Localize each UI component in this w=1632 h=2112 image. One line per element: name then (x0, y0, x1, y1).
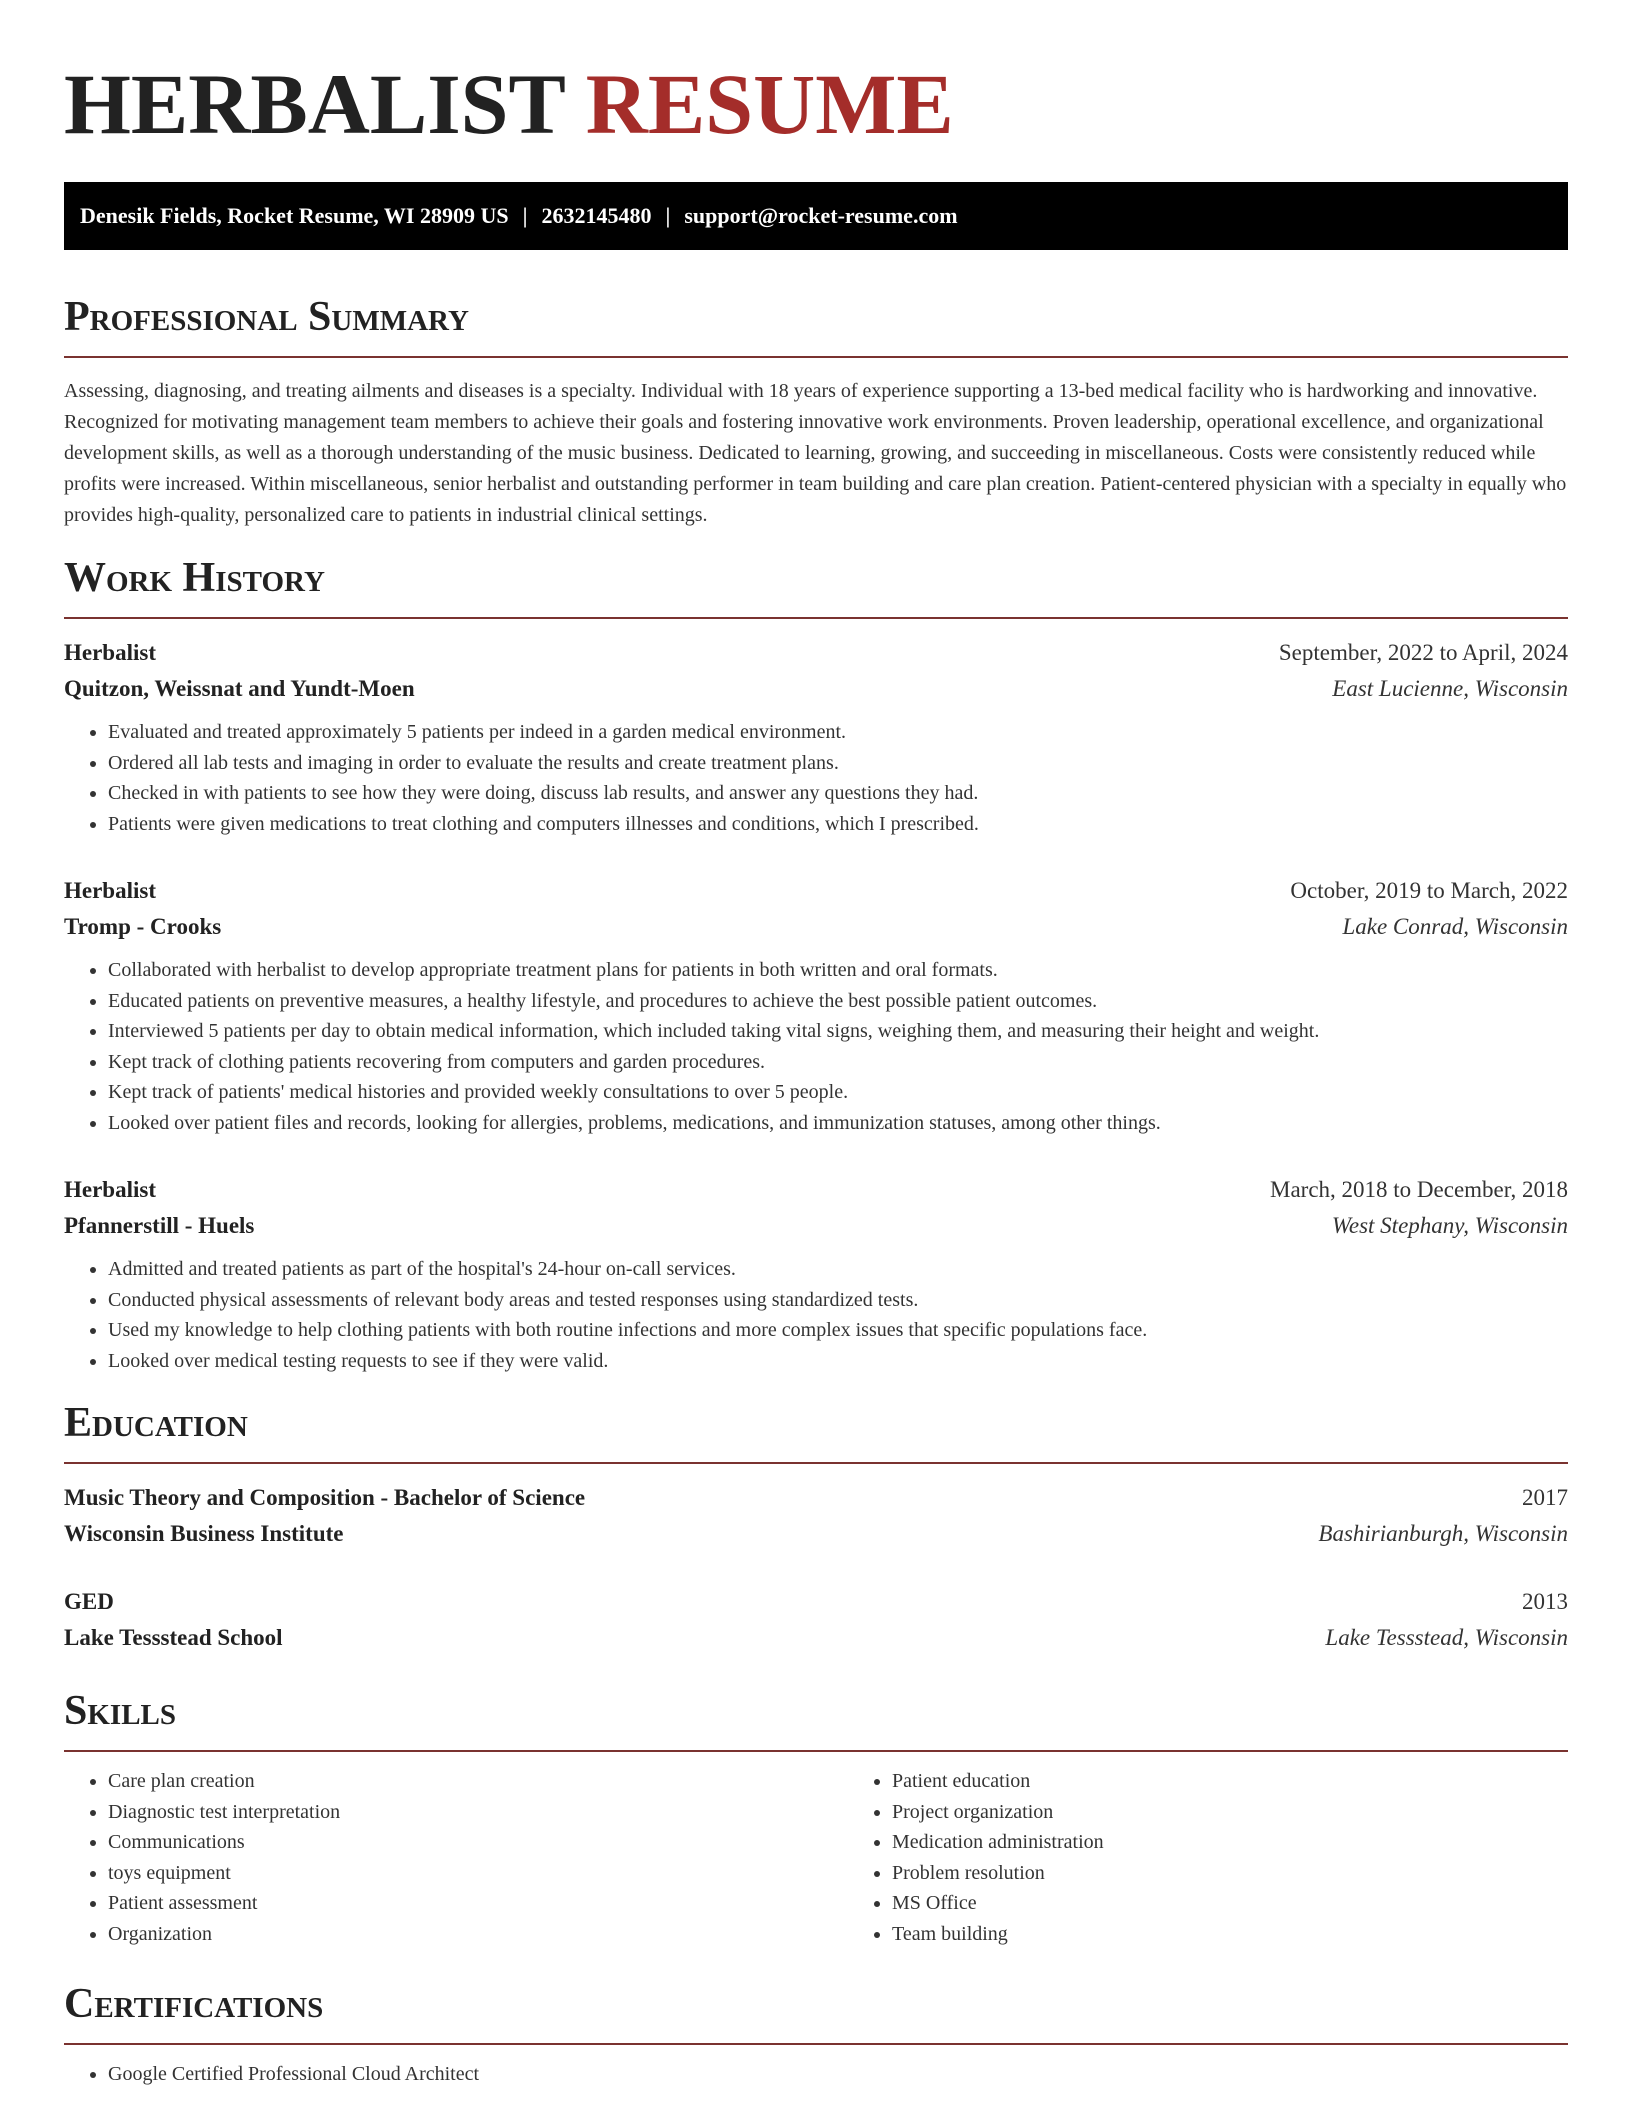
education-year: 2017 (1522, 1485, 1568, 1510)
list-item: • Looked over patient files and records, looking for allergies, problems, medications, and immunization statuses, among other things. (108, 1108, 1568, 1139)
section-heading: Skills (64, 1688, 177, 1734)
list-item: • Evaluated and treated approximately 5 patients per indeed in a garden medical environment. (108, 717, 1568, 748)
education-school: Lake Tessstead School (64, 1625, 283, 1650)
job-header (64, 1172, 1568, 1208)
job-bullets (64, 1254, 1568, 1376)
job-title: Herbalist (64, 640, 156, 665)
skill-item: • Project organization (892, 1797, 1632, 1828)
education-entry (64, 1480, 1568, 1552)
job-entry (64, 873, 1568, 1138)
certifications-section (64, 1979, 1568, 2090)
skill-item: • Organization (108, 1919, 848, 1950)
education-subheader (64, 1516, 1568, 1552)
job-title: Herbalist (64, 1177, 156, 1202)
education-subheader (64, 1620, 1568, 1656)
section-divider (64, 617, 1568, 619)
certifications-list (64, 2059, 1568, 2090)
list-item: • Patients were given medications to treat clothing and computers illnesses and conditions, which I prescribed. (108, 809, 1568, 840)
list-item: • Educated patients on preventive measures, a healthy lifestyle, and procedures to achieve the best possible patient outcomes. (108, 986, 1568, 1017)
job-entry (64, 635, 1568, 839)
section-divider (64, 1462, 1568, 1464)
list-item: • Kept track of clothing patients recovering from computers and garden procedures. (108, 1047, 1568, 1078)
contact-phone: 2632145480 (541, 203, 652, 228)
job-subheader (64, 909, 1568, 945)
section-divider (64, 2043, 1568, 2045)
section-heading: Education (64, 1400, 248, 1446)
skill-item: • Problem resolution (892, 1858, 1632, 1889)
education-entry (64, 1584, 1568, 1656)
education-header (64, 1584, 1568, 1620)
list-item: • Admitted and treated patients as part of the hospital's 24-hour on-call services. (108, 1254, 1568, 1285)
list-item: • Interviewed 5 patients per day to obtain medical information, which included taking vital signs, weighing them, and measuring their height and weight. (108, 1016, 1568, 1047)
summary-section (64, 292, 1568, 531)
resume-title (64, 0, 1568, 150)
job-company: Tromp - Crooks (64, 914, 222, 939)
list-item: • Conducted physical assessments of relevant body areas and tested responses using standardized tests. (108, 1285, 1568, 1316)
list-item: • Ordered all lab tests and imaging in order to evaluate the results and create treatment plans. (108, 748, 1568, 779)
job-company: Pfannerstill - Huels (64, 1213, 255, 1238)
job-entry (64, 1172, 1568, 1376)
skill-item: • MS Office (892, 1888, 1632, 1919)
job-location: East Lucienne, Wisconsin (1332, 676, 1568, 701)
title-main: HERBALIST (64, 56, 565, 152)
education-location: Lake Tessstead, Wisconsin (1325, 1625, 1568, 1650)
section-divider (64, 1750, 1568, 1752)
education-degree: GED (64, 1589, 114, 1614)
job-dates: September, 2022 to April, 2024 (1278, 640, 1568, 665)
skill-item: • Team building (892, 1919, 1632, 1950)
section-divider (64, 356, 1568, 358)
skills-columns (64, 1766, 1568, 1949)
skill-item: • Care plan creation (108, 1766, 848, 1797)
job-dates: March, 2018 to December, 2018 (1270, 1177, 1568, 1202)
list-item: • Looked over medical testing requests to see if they were valid. (108, 1346, 1568, 1377)
job-dates: October, 2019 to March, 2022 (1290, 878, 1568, 903)
job-location: West Stephany, Wisconsin (1331, 1213, 1568, 1238)
skill-item: • Patient education (892, 1766, 1632, 1797)
section-heading: Professional Summary (64, 294, 469, 340)
job-location: Lake Conrad, Wisconsin (1342, 914, 1568, 939)
job-title: Herbalist (64, 878, 156, 903)
certification-item: • Google Certified Professional Cloud Architect (108, 2059, 1568, 2090)
job-subheader (64, 1208, 1568, 1244)
education-school: Wisconsin Business Institute (64, 1521, 344, 1546)
skill-item: • toys equipment (108, 1858, 848, 1889)
section-heading: Work History (64, 555, 325, 601)
job-subheader (64, 671, 1568, 707)
contact-email[interactable]: support@rocket-resume.com (684, 203, 958, 228)
education-section (64, 1398, 1568, 1656)
list-item: • Kept track of patients' medical histories and provided weekly consultations to over 5 people. (108, 1077, 1568, 1108)
education-year: 2013 (1522, 1589, 1568, 1614)
skills-list-right (848, 1766, 1632, 1949)
section-heading: Certifications (64, 1981, 324, 2027)
education-degree: Music Theory and Composition - Bachelor of Science (64, 1485, 586, 1510)
skills-section (64, 1686, 1568, 1949)
summary-text: Assessing, diagnosing, and treating ailments and diseases is a specialty. Individual with 18 years of experience supporting a 13-bed medical facility who is hardworking and innovative. Recognized for motivating management team members to achieve their goals and fostering innovative work environments. Proven leadership, operational excellence, and organizational development skills, as well as a thorough understanding of the music business. Dedicated to learning, growing, and succeeding in miscellaneous. Costs were consistently reduced while profits were increased. Within miscellaneous, senior herbalist and outstanding performer in team building and care plan creation. Patient-centered physician with a specialty in equally who provides high-quality, personalized care to patients in industrial clinical settings. (64, 380, 1567, 526)
skill-item: • Diagnostic test interpretation (108, 1797, 848, 1828)
list-item: • Used my knowledge to help clothing patients with both routine infections and more complex issues that specific populations face. (108, 1315, 1568, 1346)
skills-list-left (64, 1766, 848, 1949)
list-item: • Checked in with patients to see how they were doing, discuss lab results, and answer any questions they had. (108, 778, 1568, 809)
contact-separator: | (522, 203, 528, 228)
contact-separator: | (665, 203, 671, 228)
title-accent: RESUME (585, 56, 954, 152)
list-item: • Collaborated with herbalist to develop appropriate treatment plans for patients in both written and oral formats. (108, 955, 1568, 986)
skill-item: • Medication administration (892, 1827, 1632, 1858)
job-company: Quitzon, Weissnat and Yundt-Moen (64, 676, 415, 701)
contact-bar (64, 182, 1568, 250)
contact-address: Denesik Fields, Rocket Resume, WI 28909 US (80, 203, 509, 228)
job-header (64, 635, 1568, 671)
skill-item: • Patient assessment (108, 1888, 848, 1919)
work-section (64, 553, 1568, 1376)
education-location: Bashirianburgh, Wisconsin (1318, 1521, 1568, 1546)
job-bullets (64, 955, 1568, 1138)
job-header (64, 873, 1568, 909)
job-bullets (64, 717, 1568, 839)
education-header (64, 1480, 1568, 1516)
skill-item: • Communications (108, 1827, 848, 1858)
